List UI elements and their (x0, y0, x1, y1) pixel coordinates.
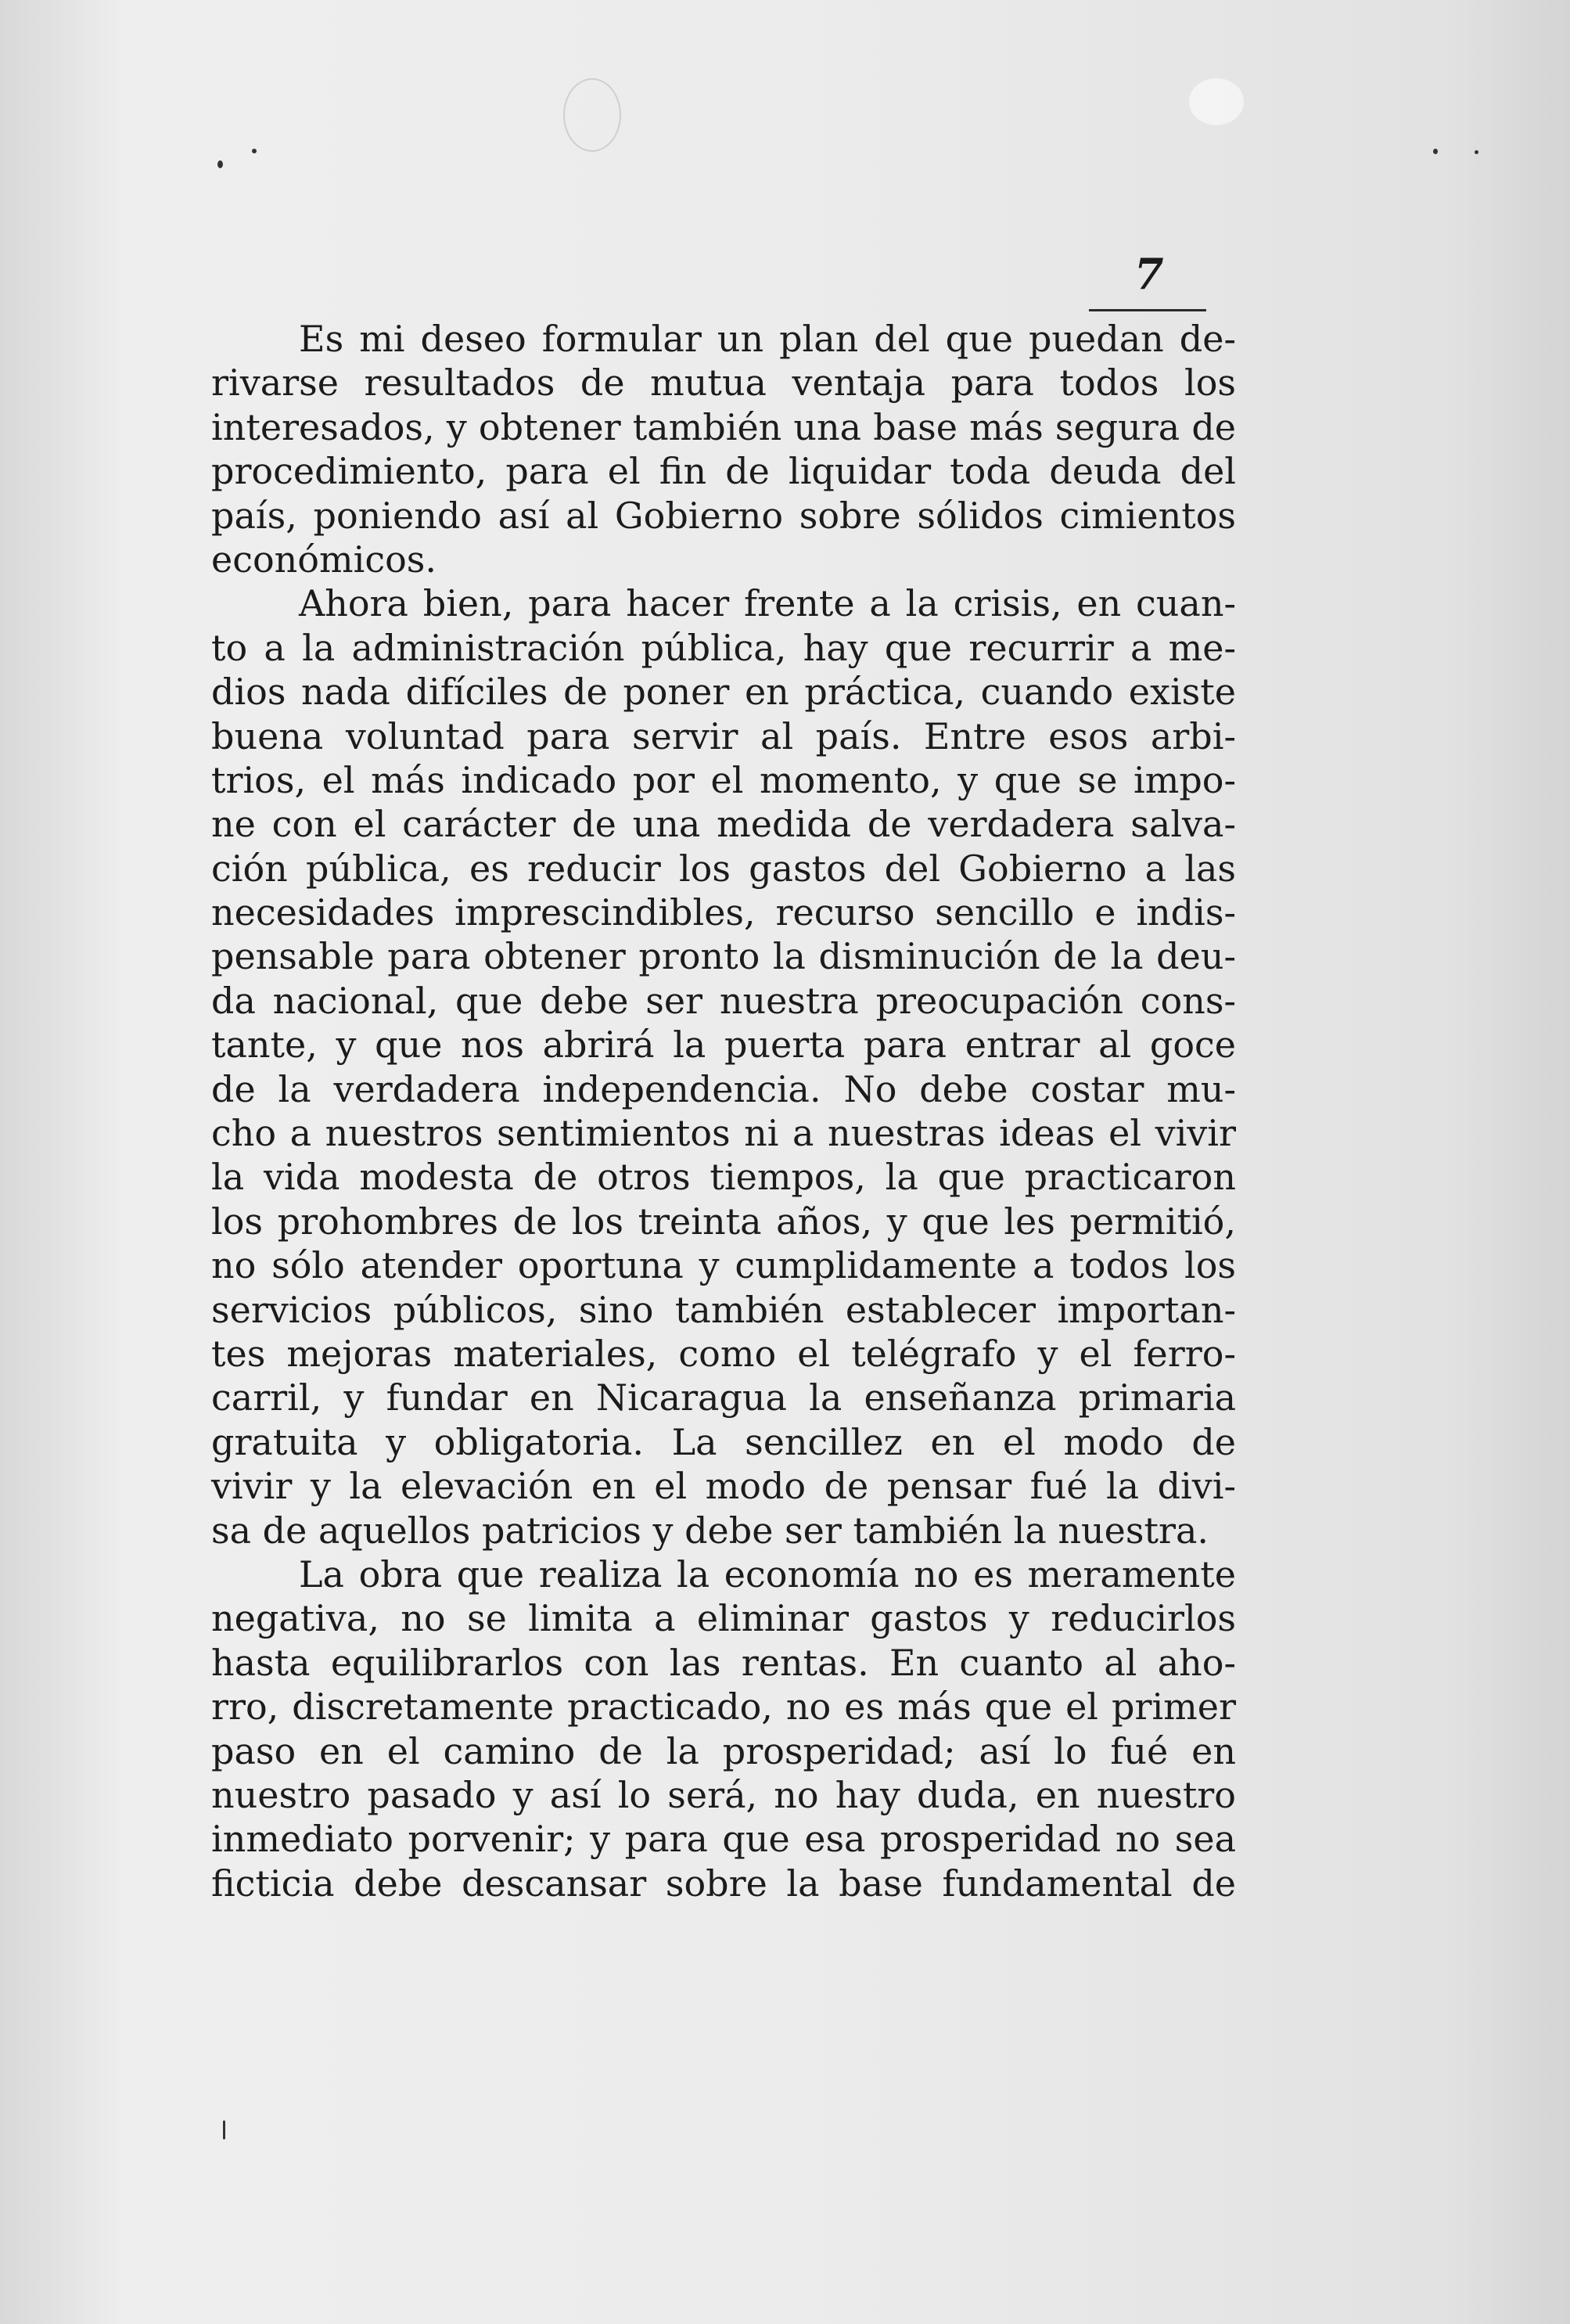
text-line: sa de aquellos patricios y debe ser también la nuestra. (211, 1509, 1209, 1552)
text-line: pensable para obtener pronto la disminución de la deu- (211, 935, 1236, 978)
body-text (211, 317, 1236, 1905)
text-line: rro, discretamente practicado, no es más que el primer (211, 1685, 1236, 1729)
text-line: ción pública, es reducir los gastos del Gobierno a las (211, 847, 1236, 890)
text-line: negativa, no se limita a eliminar gastos y reducirlos (211, 1597, 1236, 1640)
text-line: ne con el carácter de una medida de verdadera salva- (211, 803, 1236, 846)
text-line: carril, y fundar en Nicaragua la enseñanza primaria (211, 1376, 1236, 1419)
text-line: tes mejoras materiales, como el telégrafo y el ferro- (211, 1332, 1236, 1375)
text-line: paso en el camino de la prosperidad; así lo fué en (211, 1729, 1236, 1772)
ink-speck (217, 160, 223, 168)
paragraph (211, 581, 1236, 1552)
text-line: rivarse resultados de mutua ventaja para todos los (211, 362, 1236, 405)
text-line: dios nada difíciles de poner en práctica, cuando existe (211, 671, 1236, 714)
text-line: interesados, y obtener también una base más segura de (211, 405, 1236, 448)
page-number: 7 (1134, 249, 1166, 299)
ink-speck (252, 149, 257, 153)
text-line: la vida modesta de otros tiempos, la que practicaron (211, 1156, 1236, 1199)
text-line: no sólo atender oportuna y cumplidamente a todos los (211, 1244, 1236, 1287)
text-line: de la verdadera independencia. No debe costar mu- (211, 1067, 1236, 1110)
text-line: Ahora bien, para hacer frente a la crisis, en cuan- (299, 582, 1236, 625)
text-line: La obra que realiza la economía no es meramente (299, 1552, 1236, 1596)
ink-speck (1433, 149, 1438, 154)
page-number-rule (1089, 309, 1206, 311)
ink-speck (223, 2121, 225, 2139)
text-line: vivir y la elevación en el modo de pensar fué la divi- (211, 1465, 1236, 1508)
text-line: necesidades imprescindibles, recurso sencillo e indis- (211, 891, 1236, 934)
text-line: tante, y que nos abrirá la puerta para entrar al goce (211, 1023, 1236, 1067)
text-line: económicos. (211, 538, 437, 581)
text-line: buena voluntad para servir al país. Entre esos arbi- (211, 714, 1236, 757)
text-line: servicios públicos, sino también establecer importan- (211, 1288, 1236, 1331)
text-line: procedimiento, para el fin de liquidar toda deuda del (211, 450, 1236, 493)
paragraph (211, 317, 1236, 581)
text-line: gratuita y obligatoria. La sencillez en el modo de (211, 1420, 1236, 1463)
text-line: cho a nuestros sentimientos ni a nuestras ideas el vivir (211, 1112, 1236, 1155)
text-line: hasta equilibrarlos con las rentas. En cuanto al aho- (211, 1641, 1236, 1684)
text-line: los prohombres de los treinta años, y que les permitió, (211, 1200, 1236, 1243)
text-line: país, poniendo así al Gobierno sobre sólidos cimientos (211, 494, 1236, 537)
text-line: Es mi deseo formular un plan del que puedan de- (299, 318, 1236, 360)
text-line: da nacional, que debe ser nuestra preocupación cons- (211, 979, 1236, 1022)
paper-stain (1189, 78, 1244, 125)
text-line: nuestro pasado y así lo será, no hay duda, en nuestro (211, 1773, 1236, 1816)
paper-stain (563, 78, 621, 152)
text-line: trios, el más indicado por el momento, y que se impo- (211, 758, 1236, 801)
paragraph (211, 1552, 1236, 1905)
ink-speck (1475, 150, 1478, 154)
text-line: inmediato porvenir; y para que esa prosperidad no sea (211, 1818, 1236, 1861)
text-line: ficticia debe descansar sobre la base fundamental de (211, 1862, 1236, 1905)
text-line: to a la administración pública, hay que recurrir a me- (211, 626, 1236, 669)
